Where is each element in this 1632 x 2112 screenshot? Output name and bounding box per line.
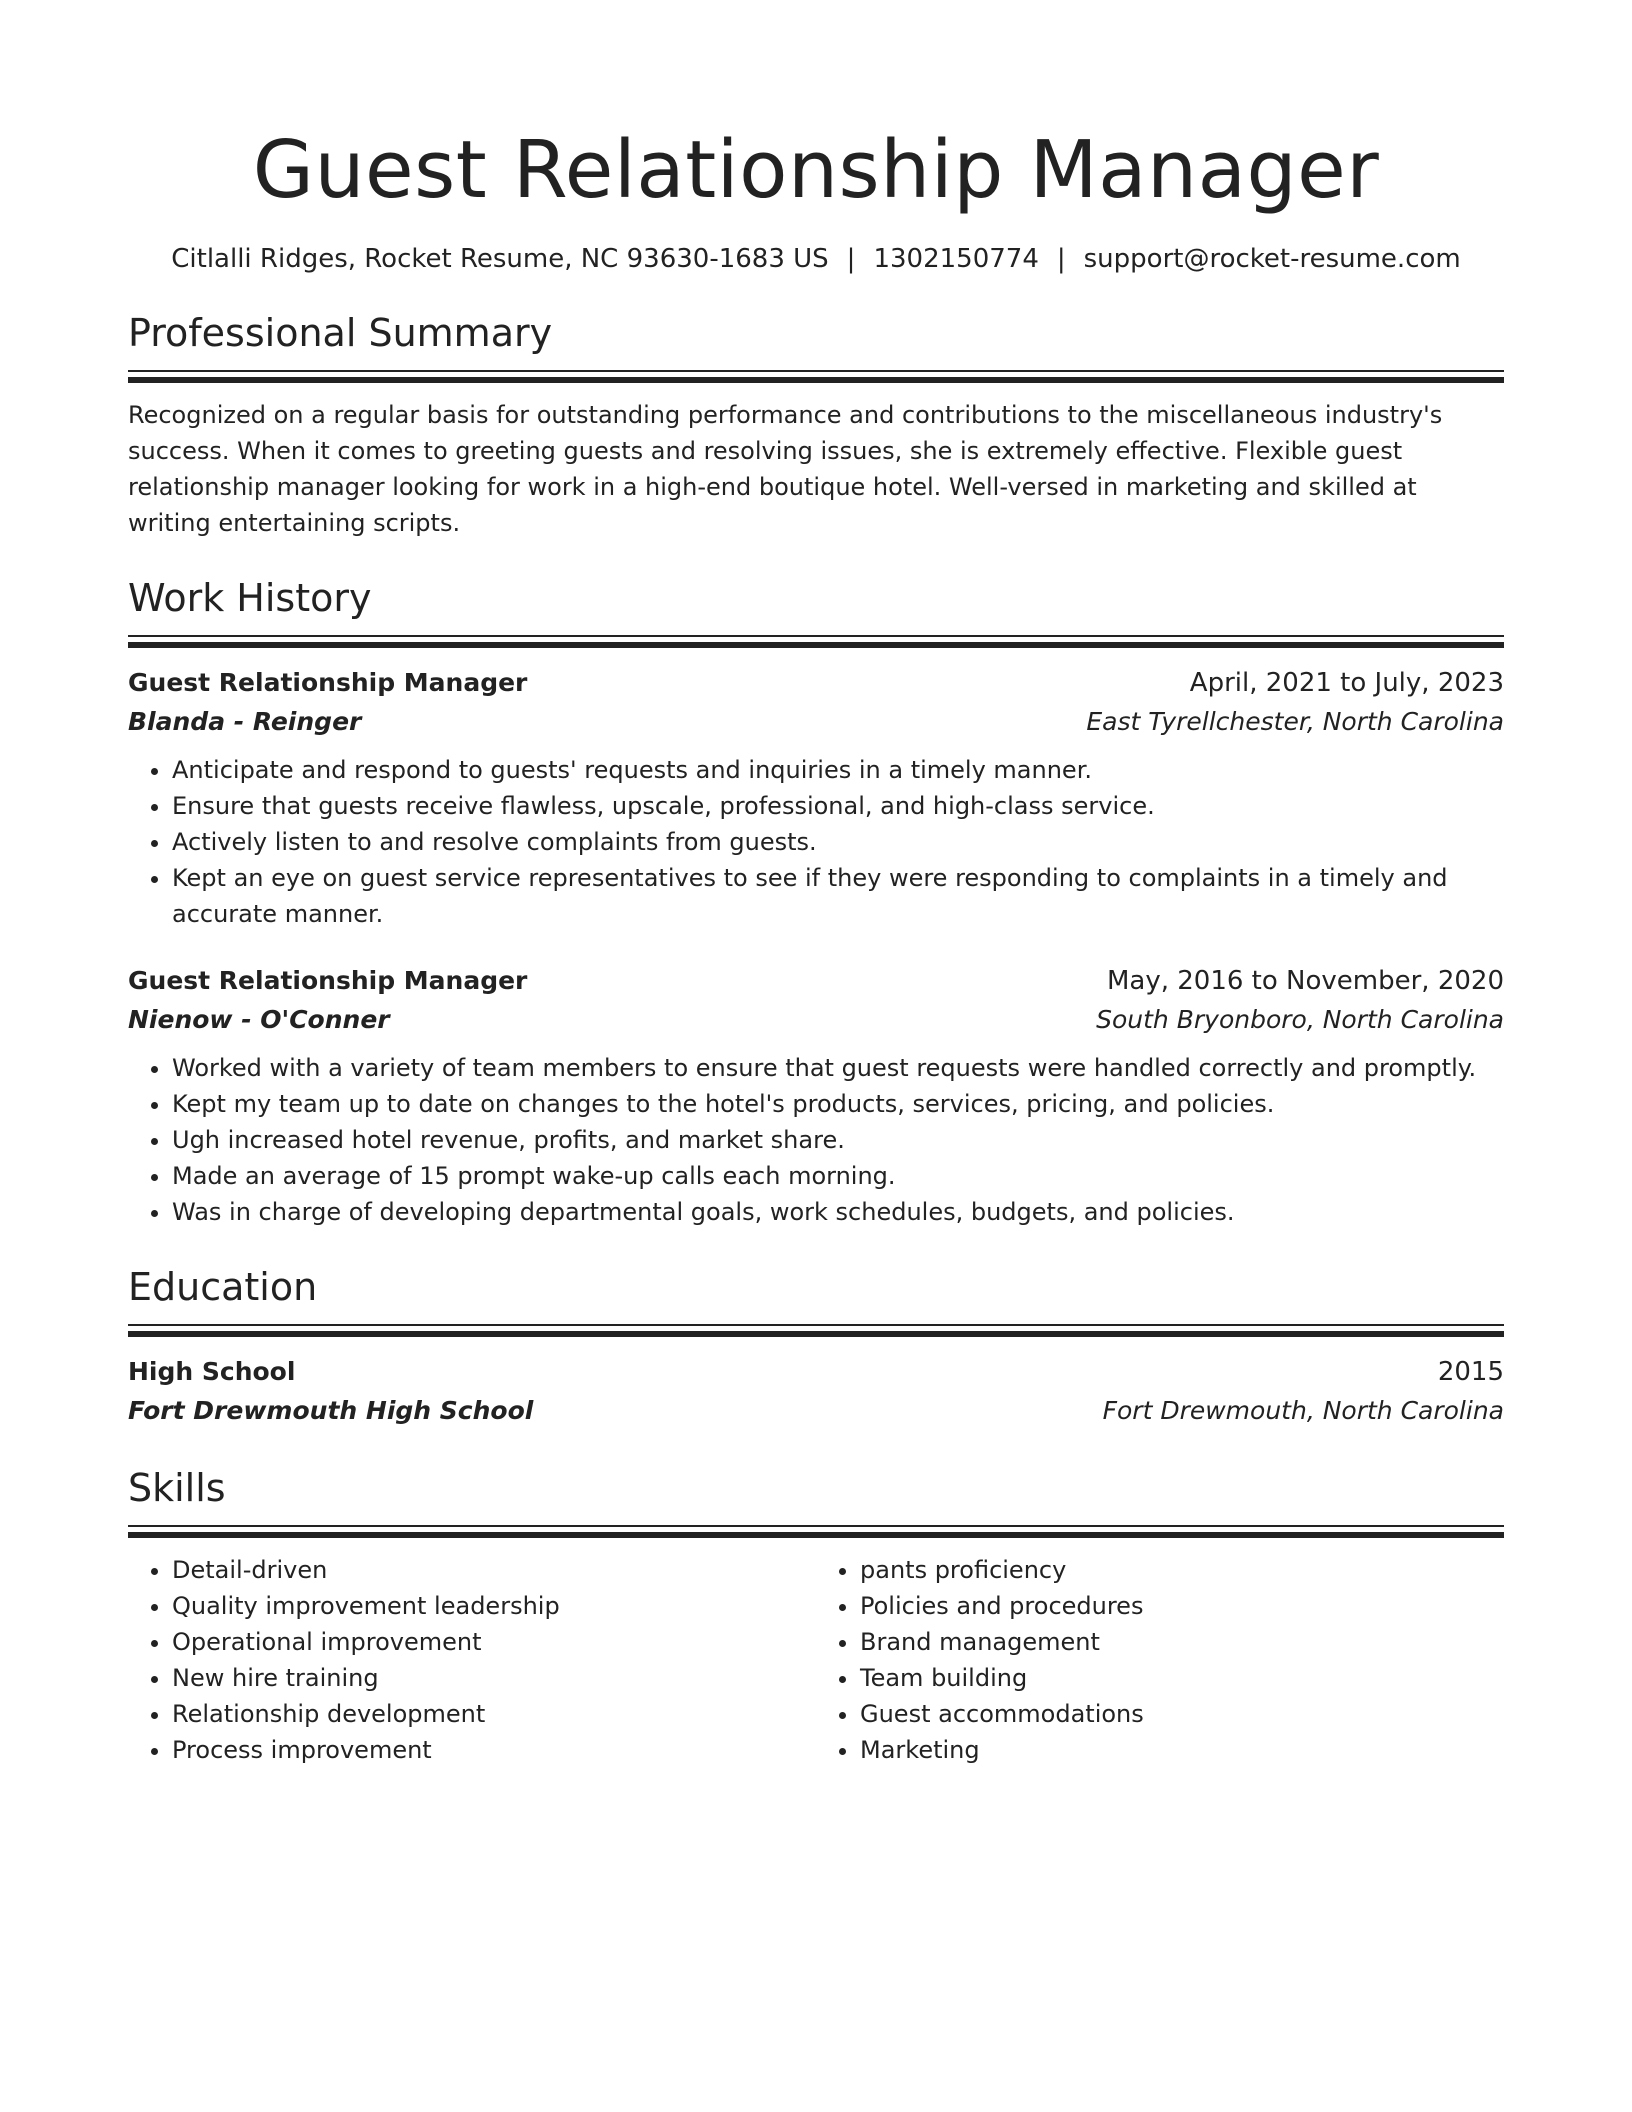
section-divider [128,635,1504,648]
job-entry [128,962,1504,1230]
list-item: • Anticipate and respond to guests' requests and inquiries in a timely manner. [172,752,1504,788]
section-divider [128,1525,1504,1538]
skill-item: • pants proficiency [860,1552,1504,1588]
section-title-education: Education [128,1265,318,1309]
education-year: 2015 [1437,1357,1504,1387]
job-dates: April, 2021 to July, 2023 [1189,668,1504,698]
skill-item: • Marketing [860,1732,1504,1768]
section-title-work-history: Work History [128,576,372,620]
skills-list-right [816,1552,1504,1768]
section-title-summary: Professional Summary [128,311,553,355]
skill-item: • Quality improvement leadership [172,1588,816,1624]
summary-section [128,310,1504,541]
list-item: • Ensure that guests receive flawless, upscale, professional, and high-class service. [172,788,1504,824]
section-title-skills: Skills [128,1466,226,1510]
contact-line [128,242,1504,276]
contact-phone: 1302150774 [873,244,1039,274]
education-entry [128,1353,1504,1431]
job-title: Guest Relationship Manager [128,668,528,697]
list-item: • Kept my team up to date on changes to the hotel's products, services, pricing, and policies. [172,1086,1504,1122]
job-bullets [128,752,1504,932]
education-section [128,1264,1504,1431]
job-company: Blanda - Reinger [128,707,362,736]
skill-item: • Team building [860,1660,1504,1696]
education-degree: High School [128,1357,296,1386]
skill-item: • Brand management [860,1624,1504,1660]
section-divider [128,1324,1504,1337]
list-item: • Worked with a variety of team members to ensure that guest requests were handled correctly and promptly. [172,1050,1504,1086]
skill-item: • Operational improvement [172,1624,816,1660]
work-history-section [128,575,1504,1230]
contact-separator: | [1056,244,1066,274]
list-item: • Ugh increased hotel revenue, profits, and market share. [172,1122,1504,1158]
job-title: Guest Relationship Manager [128,966,528,995]
skill-item: • Process improvement [172,1732,816,1768]
resume-name: Guest Relationship Manager [252,124,1380,216]
skills-section [128,1465,1504,1768]
job-entry [128,664,1504,932]
section-divider [128,370,1504,383]
skills-list-left [128,1552,816,1768]
list-item: • Was in charge of developing departmental goals, work schedules, budgets, and policies. [172,1194,1504,1230]
list-item: • Made an average of 15 prompt wake-up calls each morning. [172,1158,1504,1194]
education-location: Fort Drewmouth, North Carolina [1102,1396,1504,1425]
education-school: Fort Drewmouth High School [128,1396,534,1425]
skill-item: • Policies and procedures [860,1588,1504,1624]
job-bullets [128,1050,1504,1230]
job-location: South Bryonboro, North Carolina [1096,1005,1504,1034]
list-item: • Kept an eye on guest service representatives to see if they were responding to complaints in a timely and accurate manner. [172,860,1504,932]
job-location: East Tyrellchester, North Carolina [1086,707,1504,736]
skill-item: • Detail-driven [172,1552,816,1588]
list-item: • Actively listen to and resolve complaints from guests. [172,824,1504,860]
contact-separator: | [846,244,856,274]
contact-address: Citlalli Ridges, Rocket Resume, NC 93630-1683 US [171,244,829,274]
skill-item: • Guest accommodations [860,1696,1504,1732]
summary-text: Recognized on a regular basis for outstanding performance and contributions to the miscellaneous industry's success. When it comes to greeting guests and resolving issues, she is extremely effective. Flexible guest relationship manager looking for work in a high-end boutique hotel. Well-versed in marketing and skilled at writing entertaining scripts. [128,401,1443,537]
job-company: Nienow - O'Conner [128,1005,390,1034]
job-dates: May, 2016 to November, 2020 [1106,966,1504,996]
skill-item: • New hire training [172,1660,816,1696]
skill-item: • Relationship development [172,1696,816,1732]
contact-email: support@rocket-resume.com [1083,244,1461,274]
skills-columns [128,1552,1504,1768]
